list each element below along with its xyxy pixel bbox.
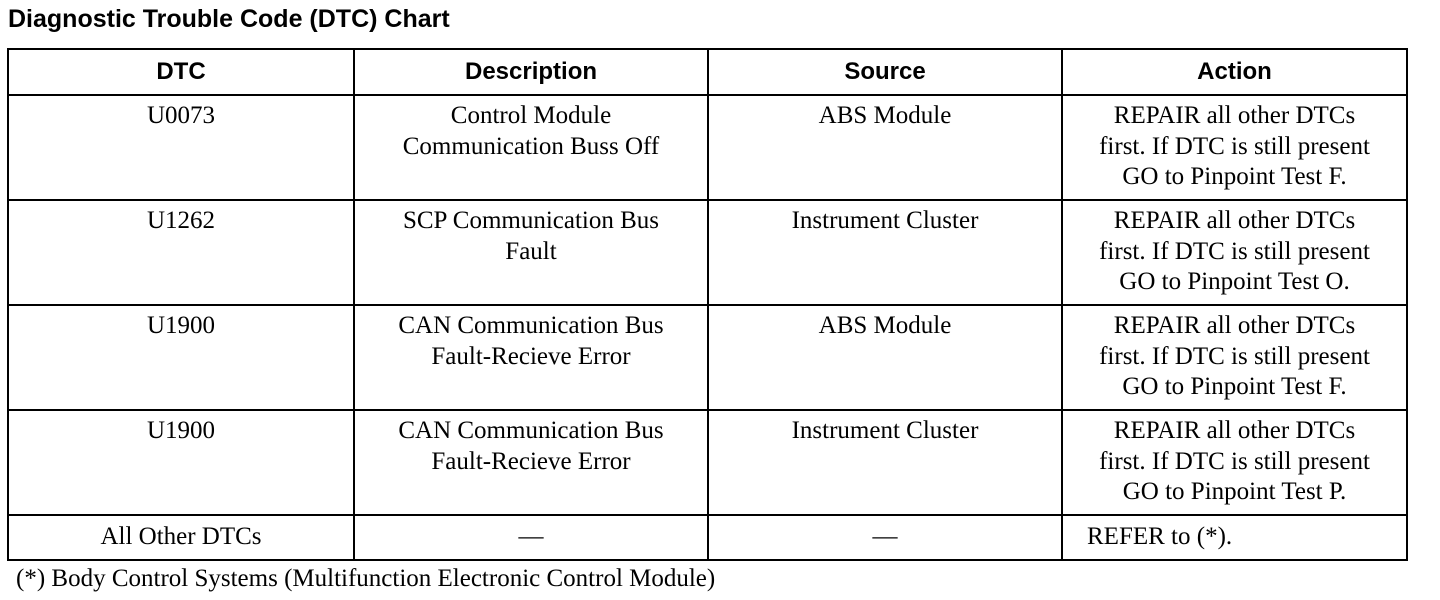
description-line: CAN Communication Bus bbox=[398, 417, 664, 444]
dtc-table bbox=[7, 48, 1408, 561]
dtc-cell: U1900 bbox=[8, 305, 354, 410]
action-line: REPAIR all other DTCs bbox=[1113, 207, 1356, 234]
header-action: Action bbox=[1062, 49, 1407, 95]
page-title: Diagnostic Trouble Code (DTC) Chart bbox=[8, 5, 450, 33]
action-line: REPAIR all other DTCs bbox=[1113, 102, 1356, 129]
action-line: GO to Pinpoint Test O. bbox=[1119, 268, 1350, 295]
table-row bbox=[8, 515, 1407, 560]
action-line: REPAIR all other DTCs bbox=[1113, 417, 1356, 444]
dtc-cell: U1900 bbox=[8, 410, 354, 515]
description-line: — bbox=[518, 523, 544, 551]
description-cell bbox=[354, 515, 708, 560]
action-cell bbox=[1062, 95, 1407, 200]
action-line: REFER to (*). bbox=[1087, 523, 1233, 551]
dtc-cell: U0073 bbox=[8, 95, 354, 200]
description-cell bbox=[354, 410, 708, 515]
header-row bbox=[8, 49, 1407, 95]
source-cell: ABS Module bbox=[708, 305, 1062, 410]
action-line: GO to Pinpoint Test F. bbox=[1122, 373, 1347, 400]
dtc-cell: All Other DTCs bbox=[8, 515, 354, 560]
description-cell bbox=[354, 305, 708, 410]
header-source: Source bbox=[708, 49, 1062, 95]
header-description: Description bbox=[354, 49, 708, 95]
source-cell: ABS Module bbox=[708, 95, 1062, 200]
source-cell: Instrument Cluster bbox=[708, 410, 1062, 515]
action-line: REPAIR all other DTCs bbox=[1113, 312, 1356, 339]
description-line: Control Module bbox=[450, 102, 612, 129]
source-cell: Instrument Cluster bbox=[708, 200, 1062, 305]
table-row bbox=[8, 200, 1407, 305]
action-cell bbox=[1062, 515, 1407, 560]
table-row bbox=[8, 95, 1407, 200]
description-line: Communication Buss Off bbox=[402, 132, 660, 160]
description-line: Fault-Recieve Error bbox=[431, 342, 631, 370]
action-line: first. If DTC is still present bbox=[1099, 237, 1370, 265]
action-line: GO to Pinpoint Test F. bbox=[1122, 163, 1347, 190]
action-line: GO to Pinpoint Test P. bbox=[1122, 478, 1347, 505]
description-line: Fault-Recieve Error bbox=[431, 447, 631, 475]
footnote: (*) Body Control Systems (Multifunction Electronic Control Module) bbox=[16, 565, 716, 592]
action-cell bbox=[1062, 305, 1407, 410]
table-row bbox=[8, 305, 1407, 410]
action-cell bbox=[1062, 200, 1407, 305]
action-cell bbox=[1062, 410, 1407, 515]
description-line: CAN Communication Bus bbox=[398, 312, 664, 339]
dtc-cell: U1262 bbox=[8, 200, 354, 305]
description-cell bbox=[354, 95, 708, 200]
header-dtc: DTC bbox=[8, 49, 354, 95]
action-line: first. If DTC is still present bbox=[1099, 447, 1370, 475]
source-cell: — bbox=[708, 515, 1062, 560]
table-row bbox=[8, 410, 1407, 515]
description-line: Fault bbox=[505, 237, 557, 265]
description-line: SCP Communication Bus bbox=[402, 207, 660, 234]
action-line: first. If DTC is still present bbox=[1099, 132, 1370, 160]
action-line: first. If DTC is still present bbox=[1099, 342, 1370, 370]
description-cell bbox=[354, 200, 708, 305]
